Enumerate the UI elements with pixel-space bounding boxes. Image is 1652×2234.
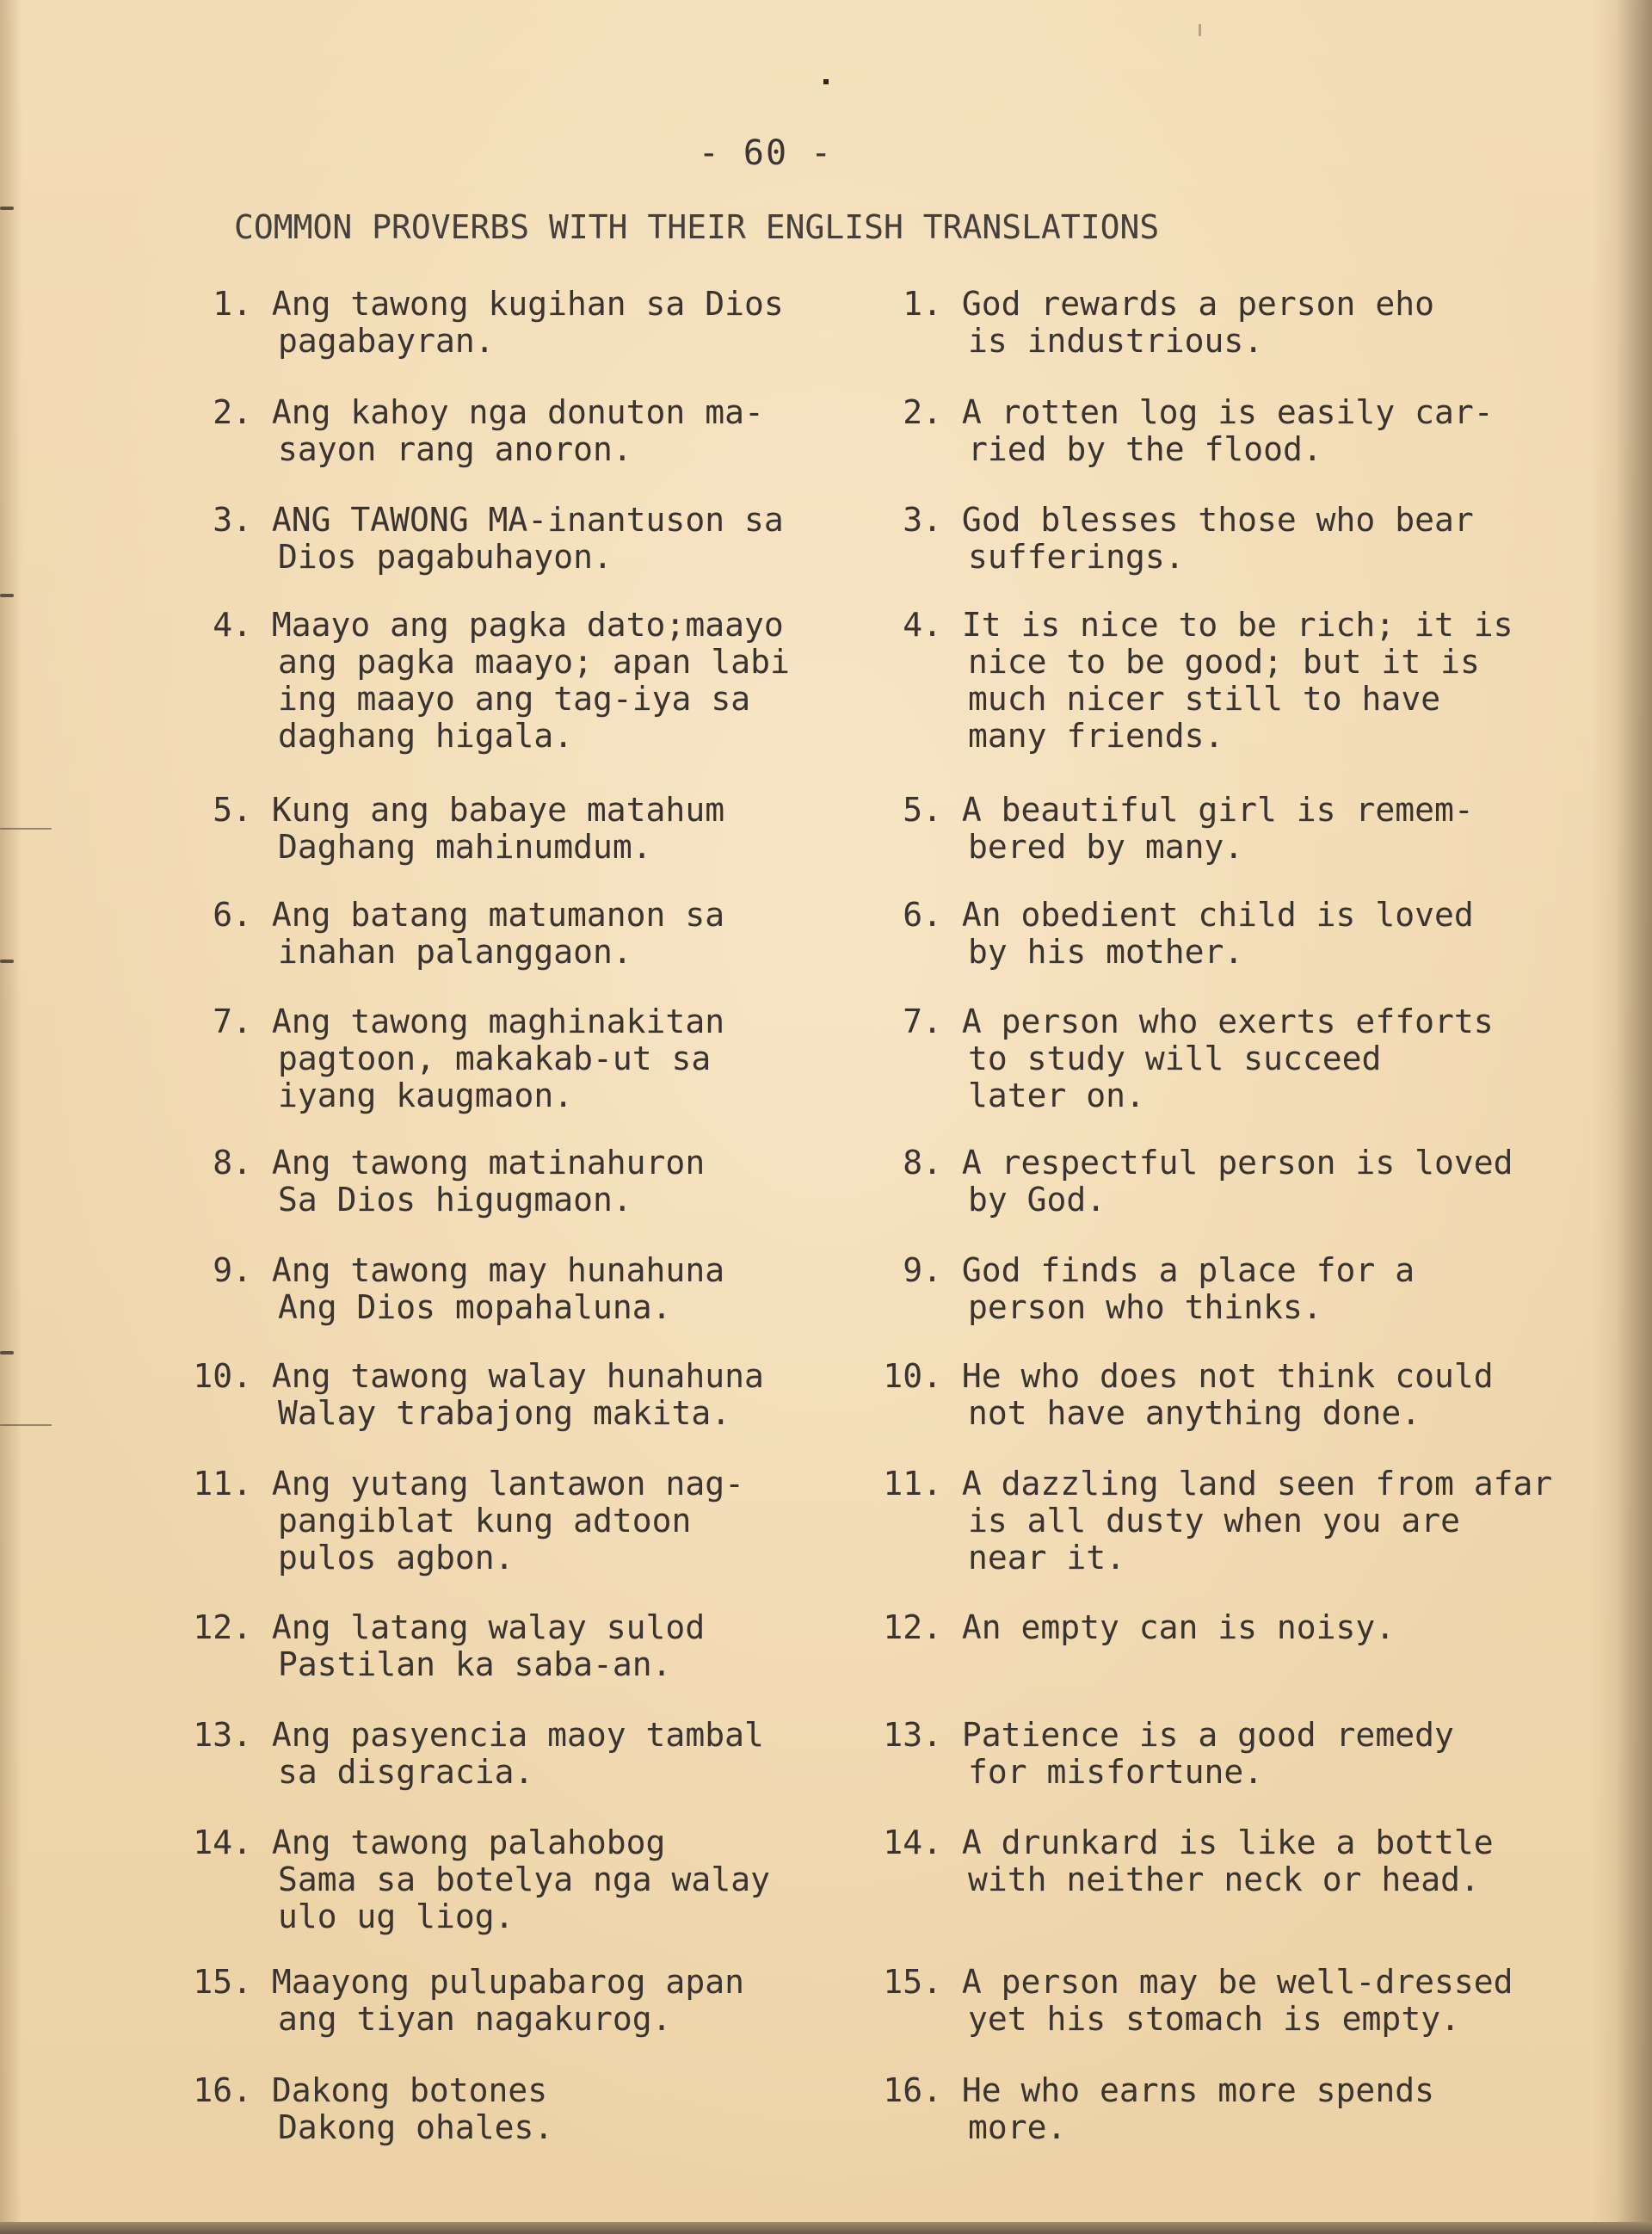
proverb-english [856, 1964, 1630, 2038]
proverb-line: much nicer still to have [968, 680, 1441, 718]
proverb-line: Dios pagabuhayon. [278, 538, 613, 576]
margin-mark [0, 594, 14, 597]
proverb-line: pagtoon, makakab-ut sa [278, 1040, 712, 1077]
proverb-line: A person who exerts efforts [942, 1003, 1494, 1040]
proverb-line: yet his stomach is empty. [968, 2000, 1460, 2038]
ink-tick [1199, 24, 1201, 36]
proverb-english [856, 1145, 1630, 1219]
proverb-number: 16. [193, 2071, 252, 2109]
proverb-cebuano [185, 1466, 891, 1577]
proverb-cebuano [185, 1252, 891, 1326]
proverb-cebuano [185, 1609, 891, 1683]
proverb-line: ing maayo ang tag-iya sa [278, 680, 751, 718]
proverb-number: 5. [213, 791, 252, 829]
proverb-line: by his mother. [968, 933, 1244, 971]
proverb-number: 11. [883, 1465, 942, 1503]
proverb-line: Daghang mahinumdum. [278, 828, 652, 866]
proverb-line: God rewards a person eho [942, 285, 1434, 323]
proverb-cebuano [185, 607, 891, 755]
proverb-line: ANG TAWONG MA-inantuson sa [252, 501, 784, 539]
proverb-cebuano [185, 394, 891, 468]
proverb-line: more. [968, 2108, 1067, 2146]
proverb-english [856, 394, 1630, 468]
proverb-number: 12. [883, 1608, 942, 1646]
left-edge-shadow [0, 0, 22, 2234]
proverb-line: He who earns more spends [942, 2071, 1434, 2109]
proverb-line: Walay trabajong makita. [278, 1394, 731, 1432]
proverb-line: iyang kaugmaon. [278, 1077, 574, 1114]
proverb-line: Ang latang walay sulod [252, 1608, 706, 1646]
proverb-number: 6. [903, 896, 942, 934]
proverb-line: An empty can is noisy. [942, 1608, 1396, 1646]
proverb-line: is all dusty when you are [968, 1502, 1460, 1540]
proverb-line: pagabayran. [278, 322, 495, 360]
proverb-number: 2. [903, 393, 942, 431]
proverb-line: Dakong ohales. [278, 2108, 554, 2146]
margin-mark [0, 828, 52, 830]
proverb-line: Kung ang babaye matahum [252, 791, 725, 829]
proverb-line: Ang kahoy nga donuton ma- [252, 393, 764, 431]
proverb-line: to study will succeed [968, 1040, 1382, 1077]
proverb-line: Dakong botones [252, 2071, 548, 2109]
proverb-number: 12. [193, 1608, 252, 1646]
proverb-number: 1. [903, 285, 942, 323]
proverb-number: 11. [193, 1465, 252, 1503]
proverb-line: ulo ug liog. [278, 1898, 515, 1935]
proverb-english [856, 1003, 1630, 1114]
proverb-english [856, 1824, 1630, 1898]
proverb-line: later on. [968, 1077, 1145, 1114]
proverb-line: bered by many. [968, 828, 1244, 866]
proverb-line: A beautiful girl is remem- [942, 791, 1474, 829]
proverb-number: 10. [883, 1357, 942, 1395]
proverb-line: Ang batang matumanon sa [252, 896, 725, 934]
proverb-english [856, 1466, 1630, 1577]
proverb-english [856, 2072, 1630, 2146]
proverb-line: is industrious. [968, 322, 1264, 360]
proverb-number: 5. [903, 791, 942, 829]
proverb-number: 15. [883, 1963, 942, 2001]
proverb-number: 14. [193, 1824, 252, 1861]
proverb-line: for misfortune. [968, 1753, 1264, 1791]
proverb-line: daghang higala. [278, 717, 574, 755]
proverb-line: Ang tawong palahobog [252, 1824, 666, 1861]
proverb-number: 2. [213, 393, 252, 431]
proverb-number: 16. [883, 2071, 942, 2109]
proverb-number: 9. [903, 1251, 942, 1289]
proverb-line: pangiblat kung adtoon [278, 1502, 692, 1540]
margin-mark [0, 960, 14, 963]
proverb-line: Ang tawong matinahuron [252, 1144, 706, 1182]
proverb-line: sa disgracia. [278, 1753, 534, 1791]
proverb-english [856, 607, 1630, 755]
proverb-line: He who does not think could [942, 1357, 1494, 1395]
page-number: - 60 - [698, 133, 834, 173]
proverb-number: 7. [903, 1003, 942, 1040]
proverb-line: with neither neck or head. [968, 1861, 1480, 1898]
proverb-cebuano [185, 1358, 891, 1432]
proverb-cebuano [185, 1145, 891, 1219]
proverb-english [856, 1252, 1630, 1326]
proverb-line: Sa Dios higugmaon. [278, 1181, 632, 1219]
proverb-english [856, 502, 1630, 576]
proverb-english [856, 897, 1630, 971]
margin-mark [0, 207, 14, 210]
proverb-line: A rotten log is easily car- [942, 393, 1494, 431]
proverb-line: God blesses those who bear [942, 501, 1474, 539]
proverb-english [856, 1609, 1630, 1646]
proverb-line: near it. [968, 1539, 1126, 1577]
proverb-line: inahan palanggaon. [278, 933, 632, 971]
proverb-number: 13. [883, 1716, 942, 1754]
bottom-edge [0, 2222, 1652, 2234]
proverb-line: Ang pasyencia maoy tambal [252, 1716, 764, 1754]
proverb-number: 10. [193, 1357, 252, 1395]
proverb-number: 13. [193, 1716, 252, 1754]
proverb-line: A person may be well-dressed [942, 1963, 1513, 2001]
proverb-number: 8. [213, 1144, 252, 1182]
proverb-line: ried by the flood. [968, 430, 1322, 468]
proverb-number: 3. [903, 501, 942, 539]
proverb-cebuano [185, 1824, 891, 1935]
proverb-line: Ang tawong may hunahuna [252, 1251, 725, 1289]
proverb-cebuano [185, 1964, 891, 2038]
margin-mark [0, 1351, 14, 1355]
ink-speck [823, 79, 829, 84]
proverb-line: An obedient child is loved [942, 896, 1474, 934]
proverb-line: sufferings. [968, 538, 1185, 576]
proverb-line: pulos agbon. [278, 1539, 515, 1577]
proverb-line: ang pagka maayo; apan labi [278, 643, 790, 681]
proverb-english [856, 792, 1630, 866]
proverb-number: 3. [213, 501, 252, 539]
proverb-english [856, 1358, 1630, 1432]
proverb-line: sayon rang anoron. [278, 430, 632, 468]
proverb-english [856, 1717, 1630, 1791]
proverb-cebuano [185, 2072, 891, 2146]
proverb-line: Pastilan ka saba-an. [278, 1645, 672, 1683]
proverb-line: person who thinks. [968, 1288, 1322, 1326]
proverb-line: Ang tawong maghinakitan [252, 1003, 725, 1040]
proverb-number: 7. [213, 1003, 252, 1040]
proverb-number: 6. [213, 896, 252, 934]
proverb-line: A drunkard is like a bottle [942, 1824, 1494, 1861]
proverb-line: Sama sa botelya nga walay [278, 1861, 770, 1898]
proverb-line: Ang Dios mopahaluna. [278, 1288, 672, 1326]
proverb-line: Ang tawong walay hunahuna [252, 1357, 764, 1395]
proverb-line: It is nice to be rich; it is [942, 606, 1513, 644]
margin-mark [0, 1424, 52, 1426]
proverb-line: Ang yutang lantawon nag- [252, 1465, 744, 1503]
proverb-number: 14. [883, 1824, 942, 1861]
proverb-number: 4. [903, 606, 942, 644]
proverb-number: 1. [213, 285, 252, 323]
proverb-line: by God. [968, 1181, 1106, 1219]
proverb-number: 15. [193, 1963, 252, 2001]
proverb-line: Maayo ang pagka dato;maayo [252, 606, 784, 644]
page-title: COMMON PROVERBS WITH THEIR ENGLISH TRANSLATIONS [234, 208, 1160, 246]
proverb-number: 9. [213, 1251, 252, 1289]
proverb-line: God finds a place for a [942, 1251, 1415, 1289]
proverb-cebuano [185, 897, 891, 971]
proverb-line: not have anything done. [968, 1394, 1421, 1432]
proverb-number: 4. [213, 606, 252, 644]
proverb-line: nice to be good; but it is [968, 643, 1480, 681]
proverb-english [856, 286, 1630, 360]
proverb-cebuano [185, 502, 891, 576]
proverb-line: Maayong pulupabarog apan [252, 1963, 744, 2001]
proverb-line: A dazzling land seen from afar [942, 1465, 1553, 1503]
proverb-cebuano [185, 792, 891, 866]
proverb-number: 8. [903, 1144, 942, 1182]
proverb-cebuano [185, 286, 891, 360]
proverb-line: A respectful person is loved [942, 1144, 1513, 1182]
proverb-cebuano [185, 1003, 891, 1114]
proverb-cebuano [185, 1717, 891, 1791]
proverb-line: many friends. [968, 717, 1224, 755]
proverb-line: Ang tawong kugihan sa Dios [252, 285, 784, 323]
proverb-line: ang tiyan nagakurog. [278, 2000, 672, 2038]
proverb-line: Patience is a good remedy [942, 1716, 1454, 1754]
